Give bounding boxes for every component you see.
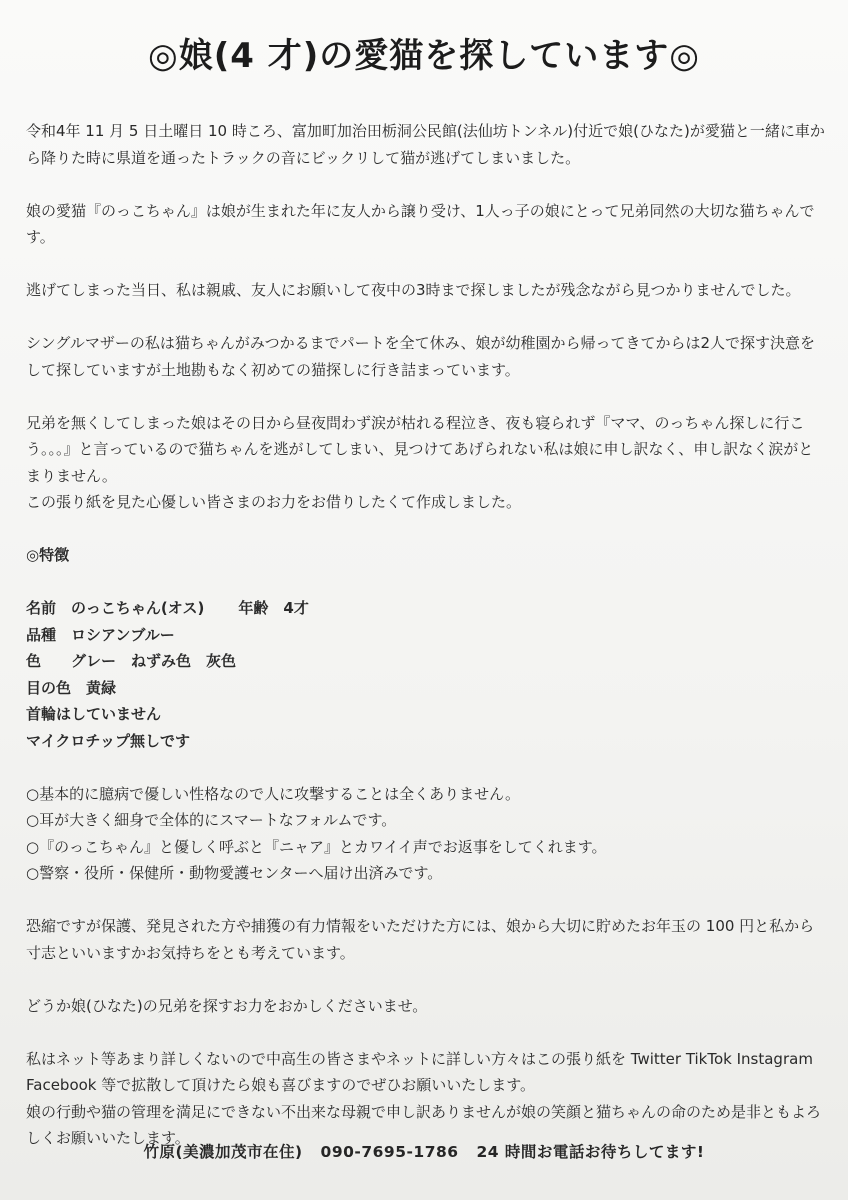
daughter-grief-paragraph: 兄弟を無くしてしまった娘はその日から昼夜問わず涙が枯れる程泣き、夜も寝られず『ママ、のっちゃん探しに行こう。。。』と言っているので猫ちゃんを逃がしてしまい、見つけてあげられない私は娘に申し訳なく、申し訳なく涙がとまりません。	[26, 413, 814, 485]
feature-age: 年齢 4才	[238, 599, 309, 617]
flyer-title: ◎娘(4 才)の愛猫を探しています◎	[148, 36, 700, 76]
note-item: ○警察・役所・保健所・動物愛護センターへ届け出済みです。	[26, 864, 443, 882]
note-item: ○耳が大きく細身で全体的にスマートなフォルムです。	[26, 811, 397, 829]
apology-paragraph: 娘の行動や猫の管理を満足にできない不出来な母親で申し訳ありませんが娘の笑顔と猫ちゃんの命のため是非ともよろしくお願いいたします。	[26, 1102, 822, 1147]
note-item: ○『のっこちゃん』と優しく呼ぶと『ニャア』とカワイイ声でお返事をしてくれます。	[26, 837, 607, 856]
feature-microchip: マイクロチップ無しです	[26, 731, 190, 750]
feature-eye-color: 目の色 黄緑	[26, 678, 117, 697]
reward-paragraph: 恐縮ですが保護、発見された方や捕獲の有力情報をいただけた方には、娘から大切に貯めたお年玉の 100 円と私から寸志といいますかお気持ちをとも考えています。	[26, 917, 815, 962]
feature-name: 名前 のっこちゃん(オス)	[26, 599, 205, 617]
contact-name: 竹原(美濃加茂市在住)	[143, 1143, 303, 1161]
incident-paragraph: 令和4年 11 月 5 日土曜日 10 時ころ、富加町加治田栃洞公民館(法仙坊トンネル)付近で娘(ひなた)が愛猫と一緒に車から降りた時に県道を通ったトラックの音にビックリして猫が逃げてしまいました。	[26, 122, 825, 167]
feature-name-row	[26, 595, 826, 622]
contact-footer	[0, 1140, 848, 1162]
search-night-paragraph: 逃げてしまった当日、私は親戚、友人にお願いして夜中の3時まで探しましたが残念ながら見つかりませんでした。	[26, 281, 801, 299]
request-paragraph: この張り紙を見た心優しい皆さまのお力をお借りしたくて作成しました。	[26, 493, 522, 511]
feature-breed: 品種 ロシアンブルー	[26, 625, 175, 644]
note-item: ○基本的に臆病で優しい性格なので人に攻撃することは全くありません。	[26, 784, 520, 803]
plea-paragraph: どうか娘(ひなた)の兄弟を探すお力をおかしくださいませ。	[26, 996, 428, 1015]
contact-phone: 090-7695-1786	[320, 1143, 459, 1161]
search-effort-paragraph: シングルマザーの私は猫ちゃんがみつかるまでパートを全て休み、娘が幼稚園から帰ってきてからは2人で探す決意をして探していますが土地勘もなく初めての猫探しに行き詰まっています。	[26, 334, 816, 379]
features-heading: ◎特徴	[26, 546, 70, 564]
flyer-body	[26, 118, 826, 1152]
feature-collar: 首輪はしていません	[26, 705, 162, 723]
contact-hours: 24 時間お電話お待ちしてます!	[476, 1143, 705, 1161]
sns-paragraph: 私はネット等あまり詳しくないので中高生の皆さまやネットに詳しい方々はこの張り紙を Twitter TikTok Instagram Facebook 等で拡散して頂けたら娘も喜びますのでぜひお願いいたします。	[26, 1049, 813, 1094]
feature-color: 色 グレー ねずみ色 灰色	[26, 652, 237, 670]
cat-background-paragraph: 娘の愛猫『のっこちゃん』は娘が生まれた年に友人から譲り受け、1人っ子の娘にとって兄弟同然の大切な猫ちゃんです。	[26, 201, 815, 246]
